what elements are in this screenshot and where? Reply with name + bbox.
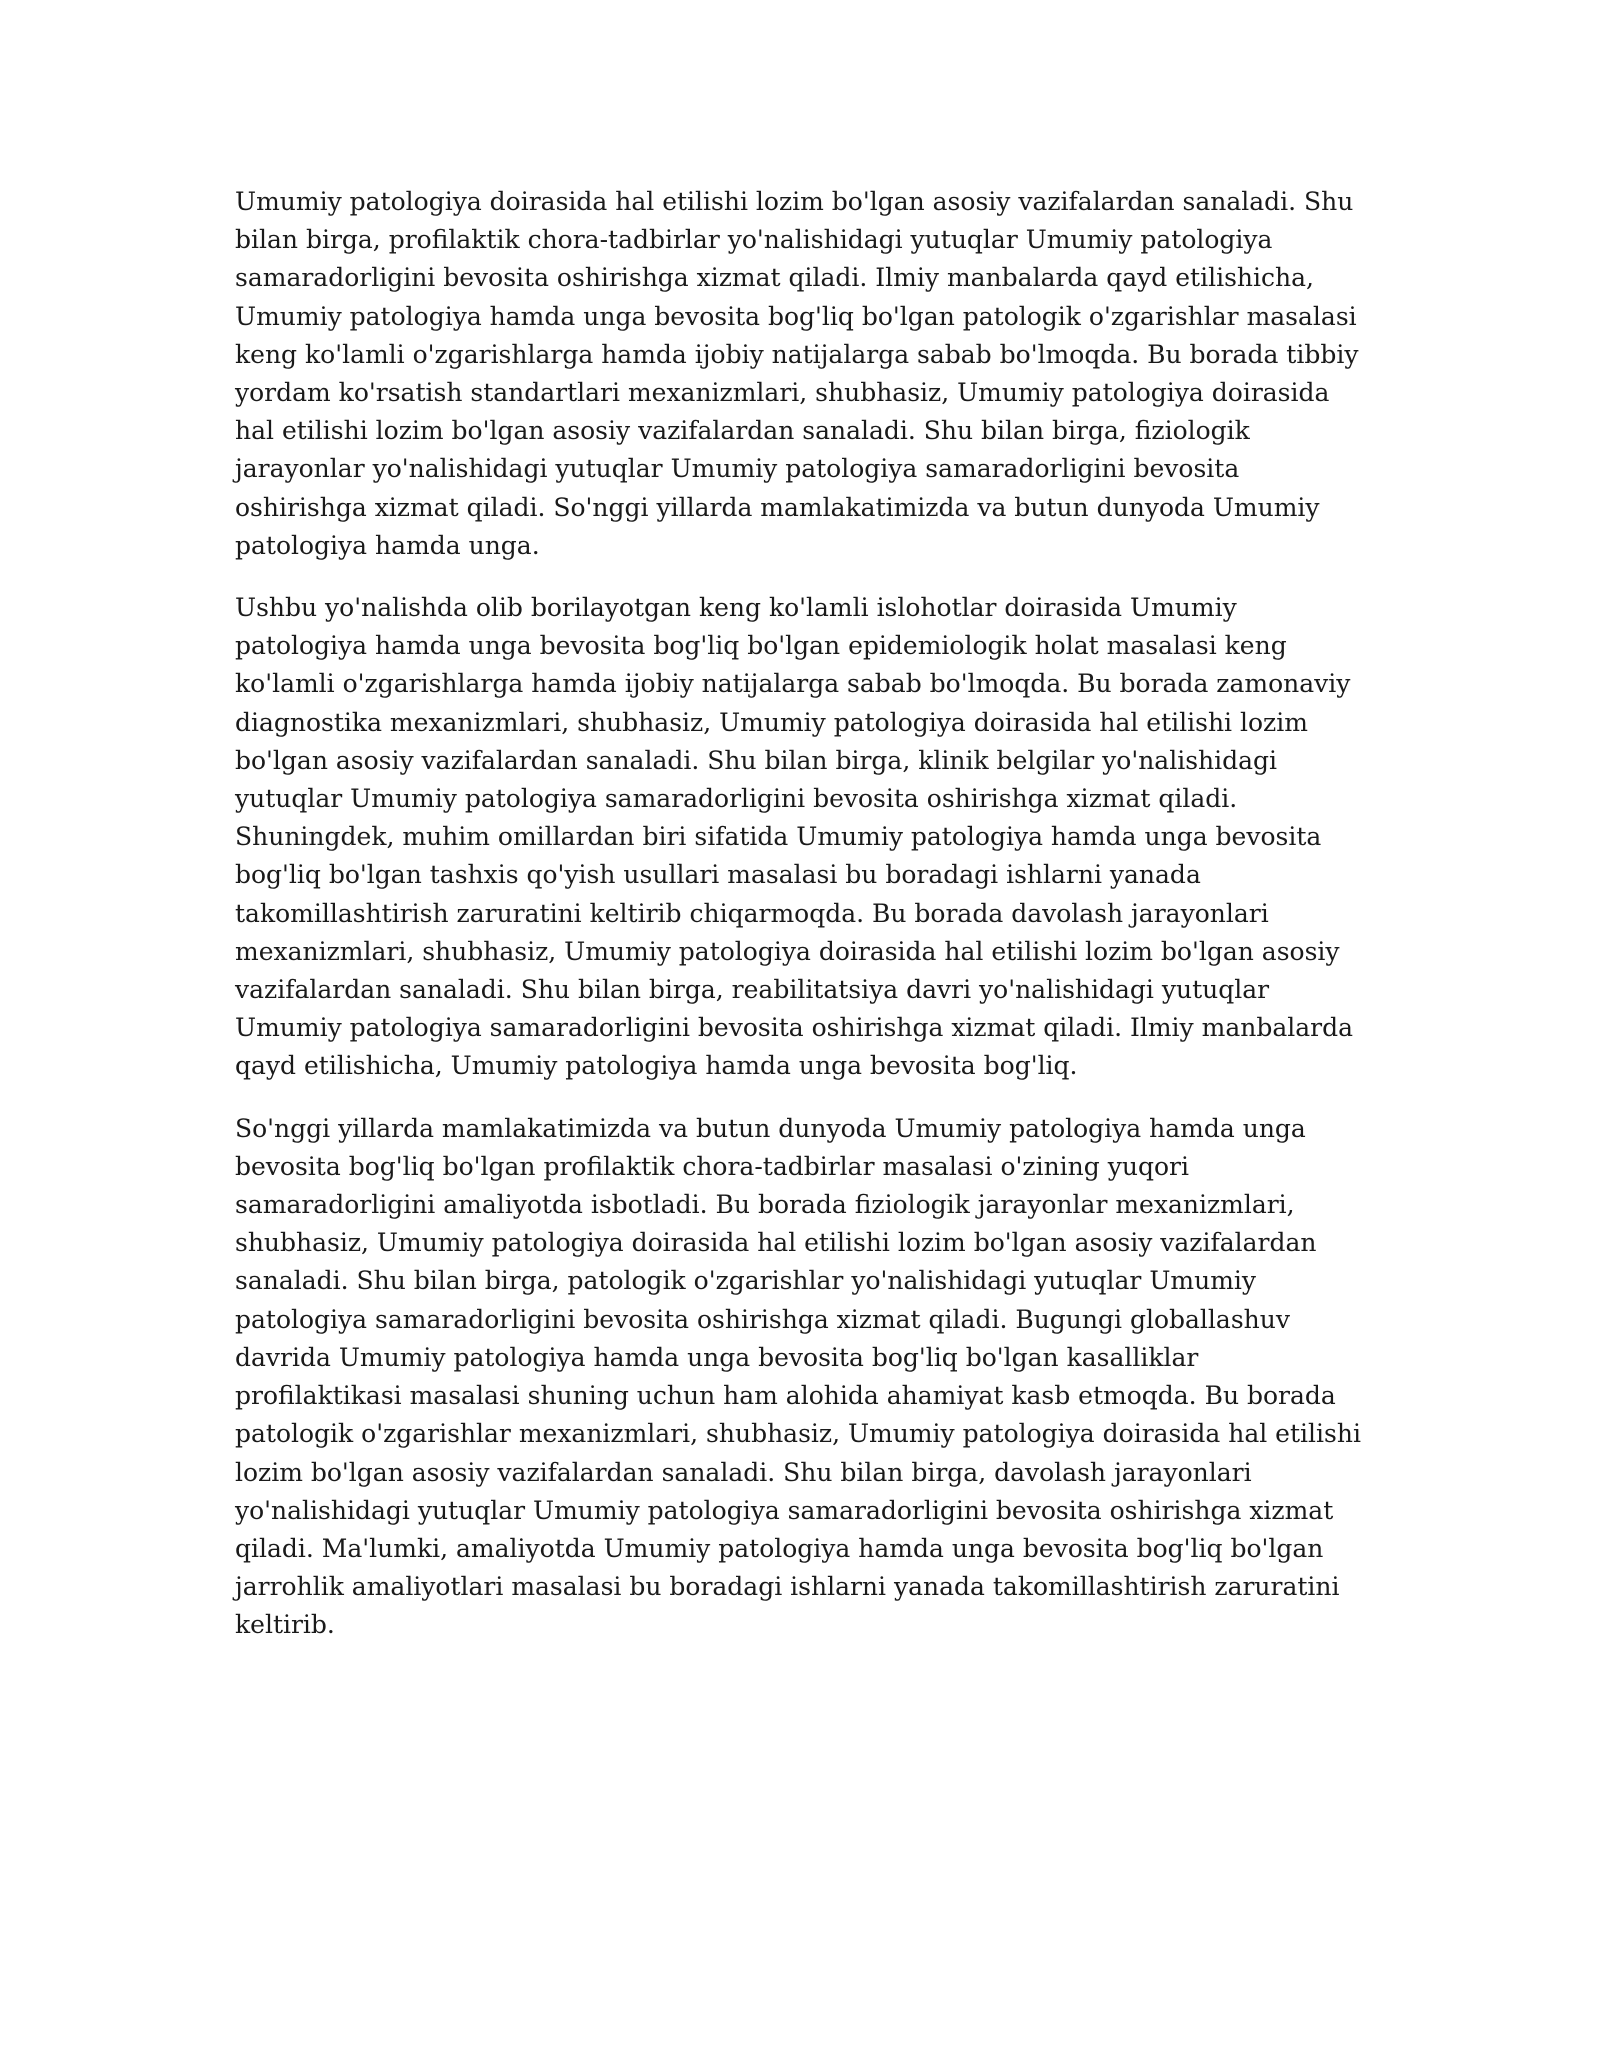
paragraph-2: Ushbu yo'nalishda olib borilayotgan keng ko'lamli islohotlar doirasida Umumiy patologiya hamda unga bevosita bog'liq bo'lgan epidemiologik holat masalasi keng ko'lamli o'zgarishlarga hamda ijobiy natijalarga sabab bo'lmoqda. Bu borada zamonaviy diagnostika mexanizmlari, shubhasiz, Umumiy patologiya doirasida hal etilishi lozim bo'lgan asosiy vazifalardan sanaladi. Shu bilan birga, klinik belgilar yo'nalishidagi yutuqlar Umumiy patologiya samaradorligini bevosita oshirishga xizmat qiladi. Shuningdek, muhim omillardan biri sifatida Umumiy patologiya hamda unga bevosita bog'liq bo'lgan tashxis qo'yish usullari masalasi bu boradagi ishlarni yanada takomillashtirish zaruratini keltirib chiqarmoqda. Bu borada davolash jarayonlari mexanizmlari, shubhasiz, Umumiy patologiya doirasida hal etilishi lozim bo'lgan asosiy vazifalardan sanaladi. Shu bilan birga, reabilitatsiya davri yo'nalishidagi yutuqlar Umumiy patologiya samaradorligini bevosita oshirishga xizmat qiladi. Ilmiy manbalarda qayd etilishicha, Umumiy patologiya hamda unga bevosita bog'liq. <box>235 593 1354 1081</box>
document-body <box>235 183 1370 1669</box>
paragraph-1: Umumiy patologiya doirasida hal etilishi lozim bo'lgan asosiy vazifalardan sanaladi. Shu bilan birga, profilaktik chora-tadbirlar yo'nalishidagi yutuqlar Umumiy patologiya samaradorligini bevosita oshirishga xizmat qiladi. Ilmiy manbalarda qayd etilishicha, Umumiy patologiya hamda unga bevosita bog'liq bo'lgan patologik o'zgarishlar masalasi keng ko'lamli o'zgarishlarga hamda ijobiy natijalarga sabab bo'lmoqda. Bu borada tibbiy yordam ko'rsatish standartlari mexanizmlari, shubhasiz, Umumiy patologiya doirasida hal etilishi lozim bo'lgan asosiy vazifalardan sanaladi. Shu bilan birga, fiziologik jarayonlar yo'nalishidagi yutuqlar Umumiy patologiya samaradorligini bevosita oshirishga xizmat qiladi. So'nggi yillarda mamlakatimizda va butun dunyoda Umumiy patologiya hamda unga. <box>235 187 1359 560</box>
paragraph-3: So'nggi yillarda mamlakatimizda va butun dunyoda Umumiy patologiya hamda unga bevosita bog'liq bo'lgan profilaktik chora-tadbirlar masalasi o'zining yuqori samaradorligini amaliyotda isbotladi. Bu borada fiziologik jarayonlar mexanizmlari, shubhasiz, Umumiy patologiya doirasida hal etilishi lozim bo'lgan asosiy vazifalardan sanaladi. Shu bilan birga, patologik o'zgarishlar yo'nalishidagi yutuqlar Umumiy patologiya samaradorligini bevosita oshirishga xizmat qiladi. Bugungi globallashuv davrida Umumiy patologiya hamda unga bevosita bog'liq bo'lgan kasalliklar profilaktikasi masalasi shuning uchun ham alohida ahamiyat kasb etmoqda. Bu borada patologik o'zgarishlar mexanizmlari, shubhasiz, Umumiy patologiya doirasida hal etilishi lozim bo'lgan asosiy vazifalardan sanaladi. Shu bilan birga, davolash jarayonlari yo'nalishidagi yutuqlar Umumiy patologiya samaradorligini bevosita oshirishga xizmat qiladi. Ma'lumki, amaliyotda Umumiy patologiya hamda unga bevosita bog'liq bo'lgan jarrohlik amaliyotlari masalasi bu boradagi ishlarni yanada takomillashtirish zaruratini keltirib. <box>235 1113 1361 1640</box>
